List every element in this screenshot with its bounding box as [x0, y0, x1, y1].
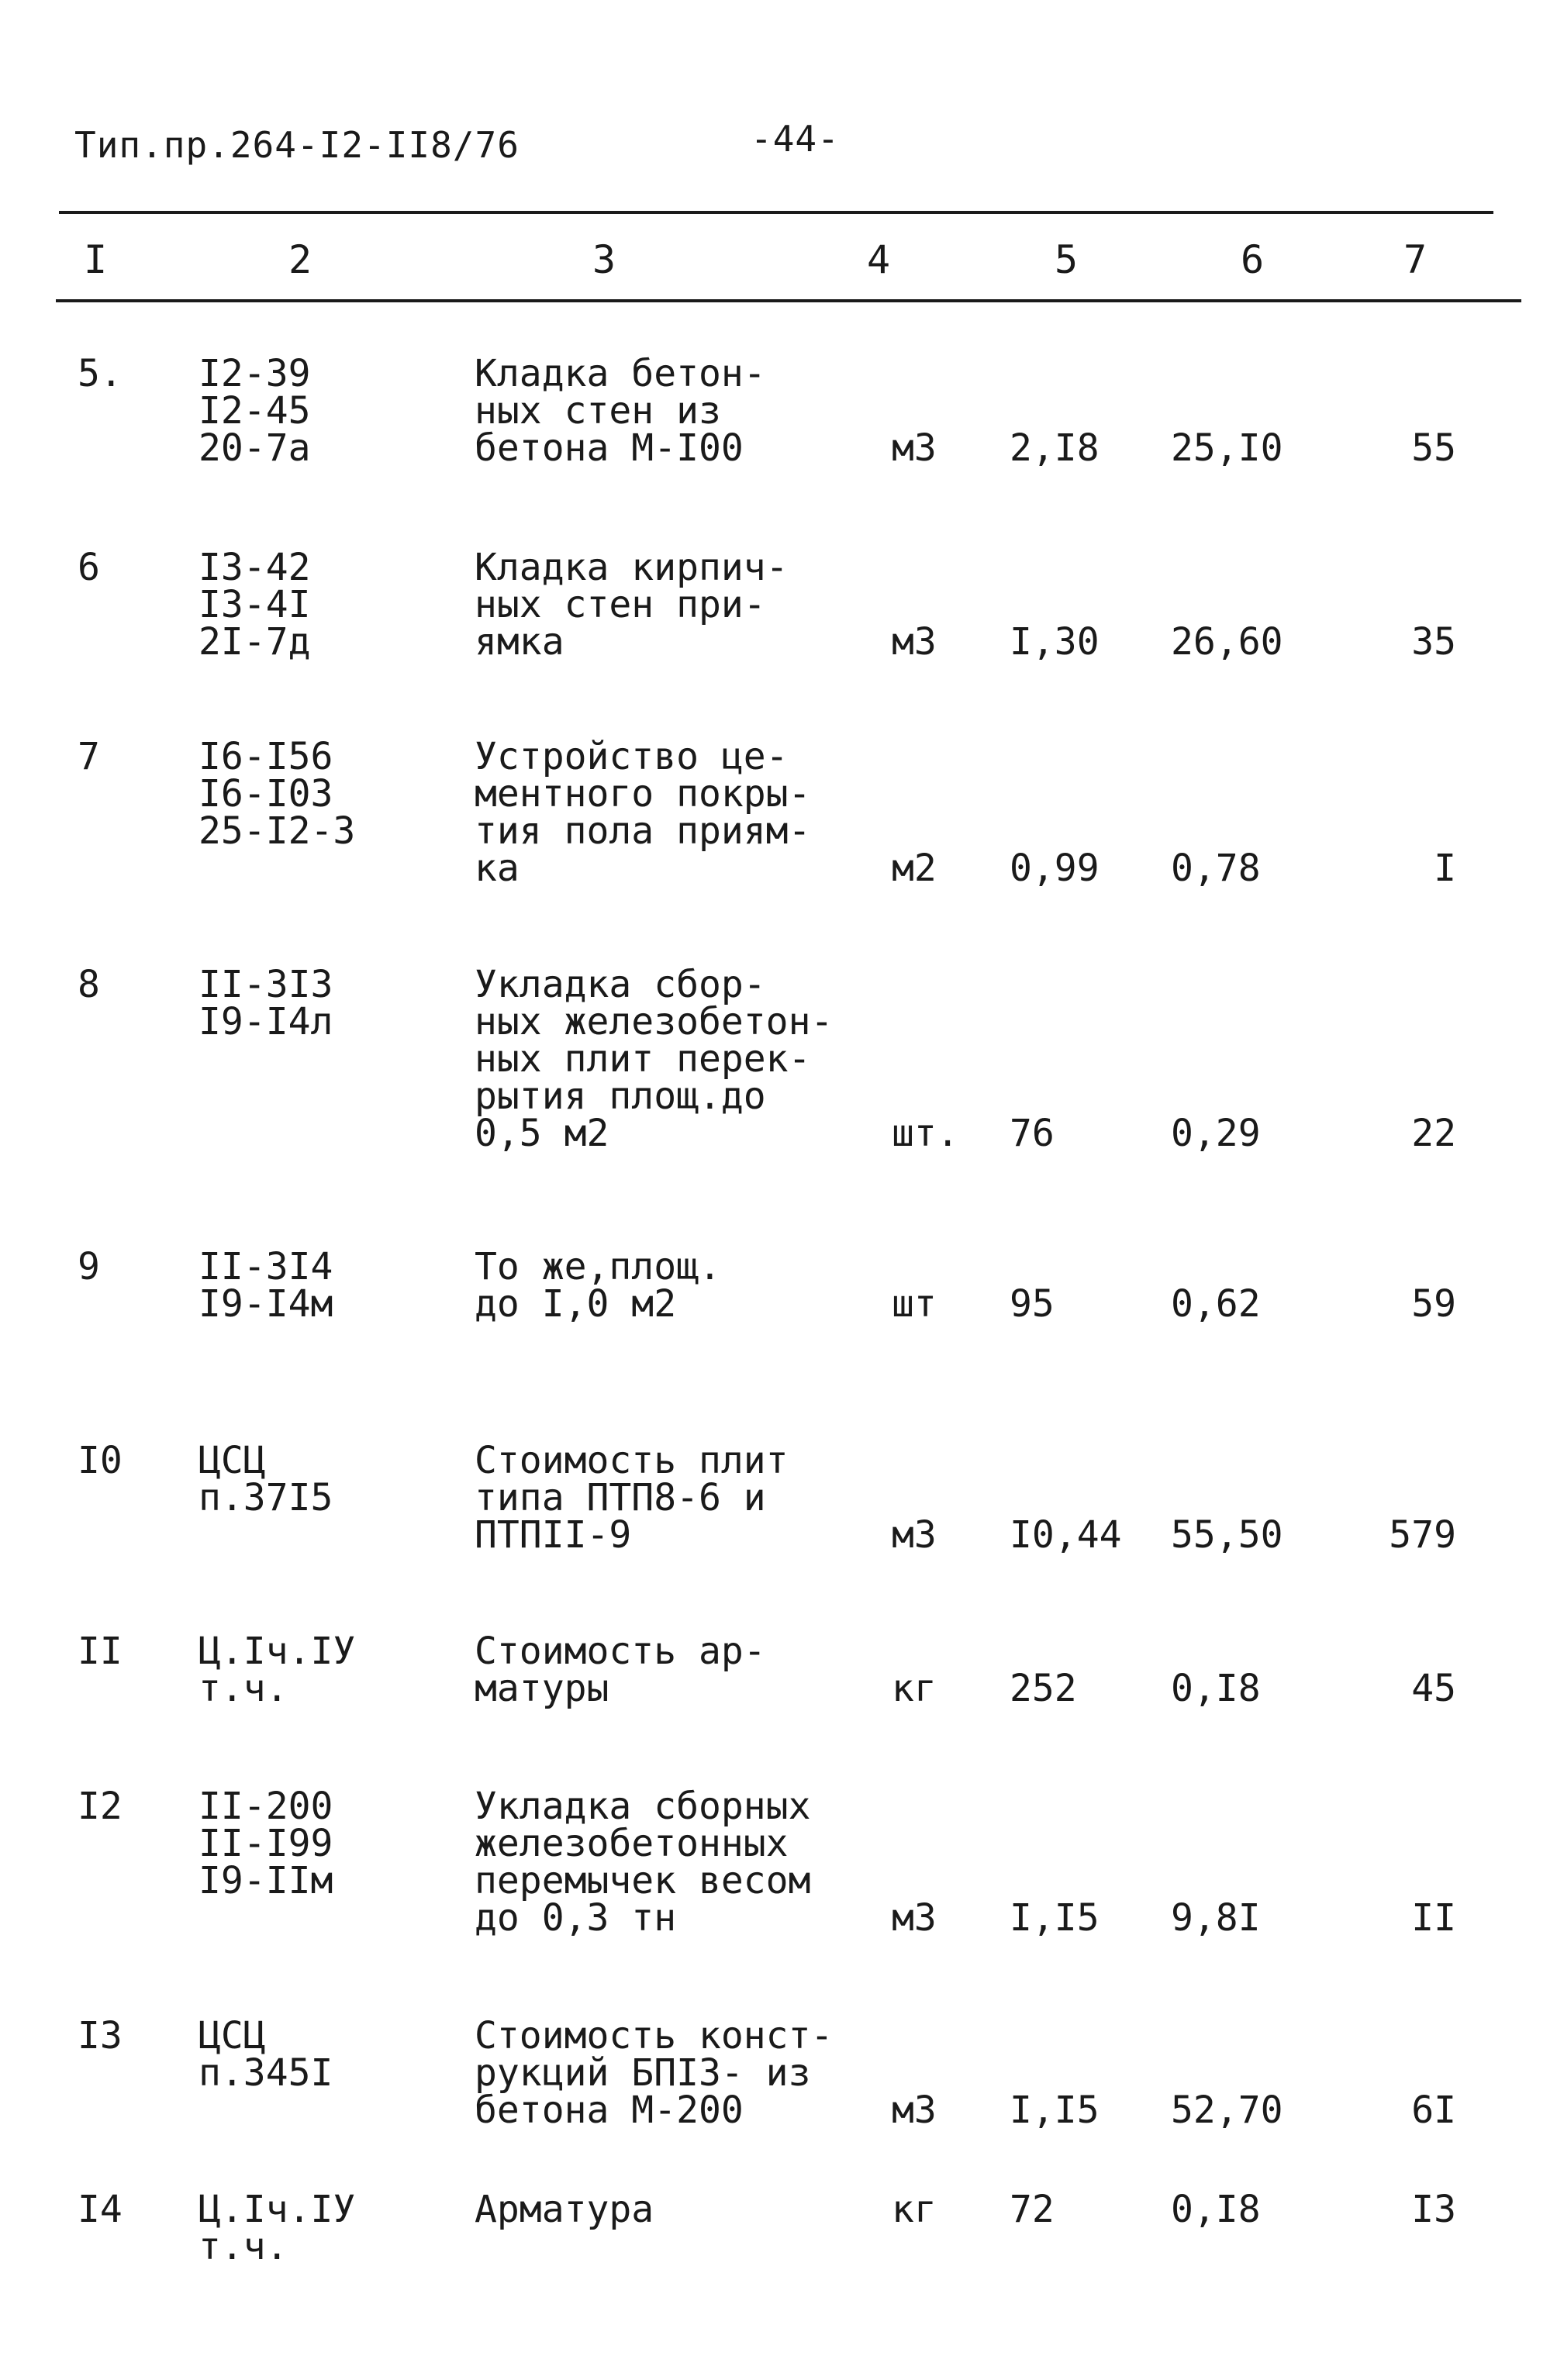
quantity-cell: 2,I8 — [1010, 426, 1100, 470]
work-description-line: рытия площ.до — [475, 1074, 766, 1118]
unit-cell: шт — [892, 1282, 937, 1326]
row-number: 6 — [78, 546, 100, 589]
unit-cell: м3 — [892, 1513, 937, 1557]
row-number: I4 — [78, 2188, 123, 2231]
unit-price-cell: 0,78 — [1171, 847, 1261, 890]
unit-price-cell: 52,70 — [1171, 2089, 1283, 2132]
rate-codes-line: Ц.Iч.IУ — [199, 1630, 356, 1673]
column-header-7: 7 — [1403, 237, 1428, 282]
work-description-line: Стоимость плит — [475, 1439, 789, 1482]
quantity-cell: I,I5 — [1010, 1896, 1100, 1940]
rate-codes-line: I6-I56 — [199, 735, 333, 778]
row-number: 8 — [78, 963, 100, 1006]
table-header-rule — [56, 299, 1521, 302]
rate-codes-line: II-I99 — [199, 1822, 333, 1865]
column-header-1: I — [84, 237, 108, 282]
unit-cell: м2 — [892, 847, 937, 890]
rate-codes-line: I9-I4л — [199, 1000, 333, 1043]
quantity-cell: I,I5 — [1010, 2089, 1100, 2132]
work-description-line: железобетонных — [475, 1822, 789, 1865]
rate-codes-line: I3-42 — [199, 546, 311, 589]
work-description — [475, 546, 789, 664]
unit-price-cell: 0,I8 — [1171, 2188, 1261, 2231]
column-header-2: 2 — [288, 237, 312, 282]
rate-codes-line: ЦСЦ — [199, 1439, 266, 1482]
unit-price-cell: 0,62 — [1171, 1282, 1261, 1326]
row-number: I3 — [78, 2014, 123, 2057]
unit-price-cell: 55,50 — [1171, 1513, 1283, 1557]
work-description-line: ных железобетон- — [475, 1000, 834, 1043]
column-header-6: 6 — [1241, 237, 1265, 282]
quantity-cell: I0,44 — [1010, 1513, 1122, 1557]
unit-cell: шт. — [892, 1112, 959, 1155]
total-cell: 59 — [1411, 1282, 1456, 1326]
total-cell: I — [1434, 847, 1456, 890]
rate-codes-line: I2-45 — [199, 389, 311, 433]
rate-codes-line: I3-4I — [199, 583, 311, 626]
work-description-line: типа ПТП8-6 и — [475, 1476, 766, 1519]
rate-codes-line: II-200 — [199, 1785, 333, 1828]
unit-cell: м3 — [892, 2089, 937, 2132]
rate-codes — [199, 1245, 333, 1326]
work-description-line: 0,5 м2 — [475, 1112, 609, 1155]
unit-price-cell: 0,29 — [1171, 1112, 1261, 1155]
row-number: I2 — [78, 1785, 123, 1828]
work-description-line: матуры — [475, 1667, 609, 1710]
unit-price-cell: 26,60 — [1171, 620, 1283, 664]
work-description-line: Арматура — [475, 2188, 654, 2231]
quantity-cell: I,30 — [1010, 620, 1100, 664]
unit-cell: кг — [892, 1667, 937, 1710]
rate-codes-line: Ц.Iч.IУ — [199, 2188, 356, 2231]
unit-price-cell: 25,I0 — [1171, 426, 1283, 470]
work-description-line: ных стен при- — [475, 583, 766, 626]
row-number: 5. — [78, 352, 123, 395]
rate-codes — [199, 2014, 333, 2095]
work-description — [475, 1439, 789, 1557]
unit-cell: м3 — [892, 426, 937, 470]
total-cell: 55 — [1411, 426, 1456, 470]
work-description-line: ных плит перек- — [475, 1037, 811, 1081]
work-description-line: Устройство це- — [475, 735, 789, 778]
quantity-cell: 95 — [1010, 1282, 1055, 1326]
rate-codes-line: т.ч. — [199, 1667, 288, 1710]
work-description-line: тия пола приям- — [475, 809, 811, 853]
work-description-line: до I,0 м2 — [475, 1282, 677, 1326]
work-description — [475, 352, 766, 470]
quantity-cell: 0,99 — [1010, 847, 1100, 890]
work-description — [475, 1785, 811, 1940]
rate-codes — [199, 546, 311, 664]
work-description — [475, 2014, 834, 2132]
total-cell: 579 — [1389, 1513, 1456, 1557]
column-header-4: 4 — [867, 237, 891, 282]
quantity-cell: 72 — [1010, 2188, 1055, 2231]
rate-codes-line: ЦСЦ — [199, 2014, 266, 2057]
work-description — [475, 2188, 654, 2231]
total-cell: 6I — [1411, 2089, 1456, 2132]
rate-codes — [199, 1785, 333, 1902]
work-description — [475, 1630, 766, 1710]
total-cell: II — [1411, 1896, 1456, 1940]
work-description-line: Стоимость ар- — [475, 1630, 766, 1673]
unit-price-cell: 9,8I — [1171, 1896, 1261, 1940]
rate-codes-line: I9-IIм — [199, 1859, 333, 1902]
work-description — [475, 1245, 721, 1326]
page-number: -44- — [751, 118, 840, 160]
unit-cell: м3 — [892, 620, 937, 664]
work-description — [475, 963, 834, 1155]
column-header-5: 5 — [1055, 237, 1079, 282]
unit-cell: кг — [892, 2188, 937, 2231]
work-description-line: ка — [475, 847, 520, 890]
column-header-3: 3 — [592, 237, 616, 282]
quantity-cell: 252 — [1010, 1667, 1077, 1710]
row-number: 9 — [78, 1245, 100, 1288]
rate-codes — [199, 735, 356, 853]
work-description-line: Кладка кирпич- — [475, 546, 789, 589]
rate-codes-line: 20-7а — [199, 426, 311, 470]
unit-price-cell: 0,I8 — [1171, 1667, 1261, 1710]
rate-codes-line: I9-I4м — [199, 1282, 333, 1326]
rate-codes-line: п.345I — [199, 2051, 333, 2095]
rate-codes-line: п.37I5 — [199, 1476, 333, 1519]
work-description-line: ПТПII-9 — [475, 1513, 632, 1557]
rate-codes — [199, 1630, 356, 1710]
work-description-line: ментного покры- — [475, 772, 811, 816]
quantity-cell: 76 — [1010, 1112, 1055, 1155]
total-cell: 45 — [1411, 1667, 1456, 1710]
total-cell: I3 — [1411, 2188, 1456, 2231]
row-number: I0 — [78, 1439, 123, 1482]
work-description-line: бетона М-200 — [475, 2089, 744, 2132]
rate-codes-line: II-3I3 — [199, 963, 333, 1006]
work-description-line: То же,площ. — [475, 1245, 721, 1288]
row-number: II — [78, 1630, 123, 1673]
rate-codes-line: 2I-7д — [199, 620, 311, 664]
work-description-line: Укладка сборных — [475, 1785, 811, 1828]
rate-codes-line: II-3I4 — [199, 1245, 333, 1288]
rate-codes-line: т.ч. — [199, 2225, 288, 2268]
work-description-line: Укладка сбор- — [475, 963, 766, 1006]
work-description-line: ных стен из — [475, 389, 721, 433]
total-cell: 35 — [1411, 620, 1456, 664]
rate-codes-line: I2-39 — [199, 352, 311, 395]
work-description-line: Кладка бетон- — [475, 352, 766, 395]
table-top-rule — [59, 211, 1493, 214]
rate-codes-line: 25-I2-3 — [199, 809, 356, 853]
rate-codes — [199, 352, 311, 470]
row-number: 7 — [78, 735, 100, 778]
unit-cell: м3 — [892, 1896, 937, 1940]
total-cell: 22 — [1411, 1112, 1456, 1155]
document-reference: Тип.пр.264-I2-II8/76 — [74, 124, 520, 166]
rate-codes-line: I6-I03 — [199, 772, 333, 816]
rate-codes — [199, 2188, 356, 2268]
work-description-line: Стоимость конст- — [475, 2014, 834, 2057]
rate-codes — [199, 963, 333, 1043]
work-description-line: перемычек весом — [475, 1859, 811, 1902]
work-description — [475, 735, 811, 890]
work-description-line: бетона М-I00 — [475, 426, 744, 470]
work-description-line: ямка — [475, 620, 564, 664]
rate-codes — [199, 1439, 333, 1519]
work-description-line: рукций БПI3- из — [475, 2051, 811, 2095]
work-description-line: до 0,3 тн — [475, 1896, 677, 1940]
